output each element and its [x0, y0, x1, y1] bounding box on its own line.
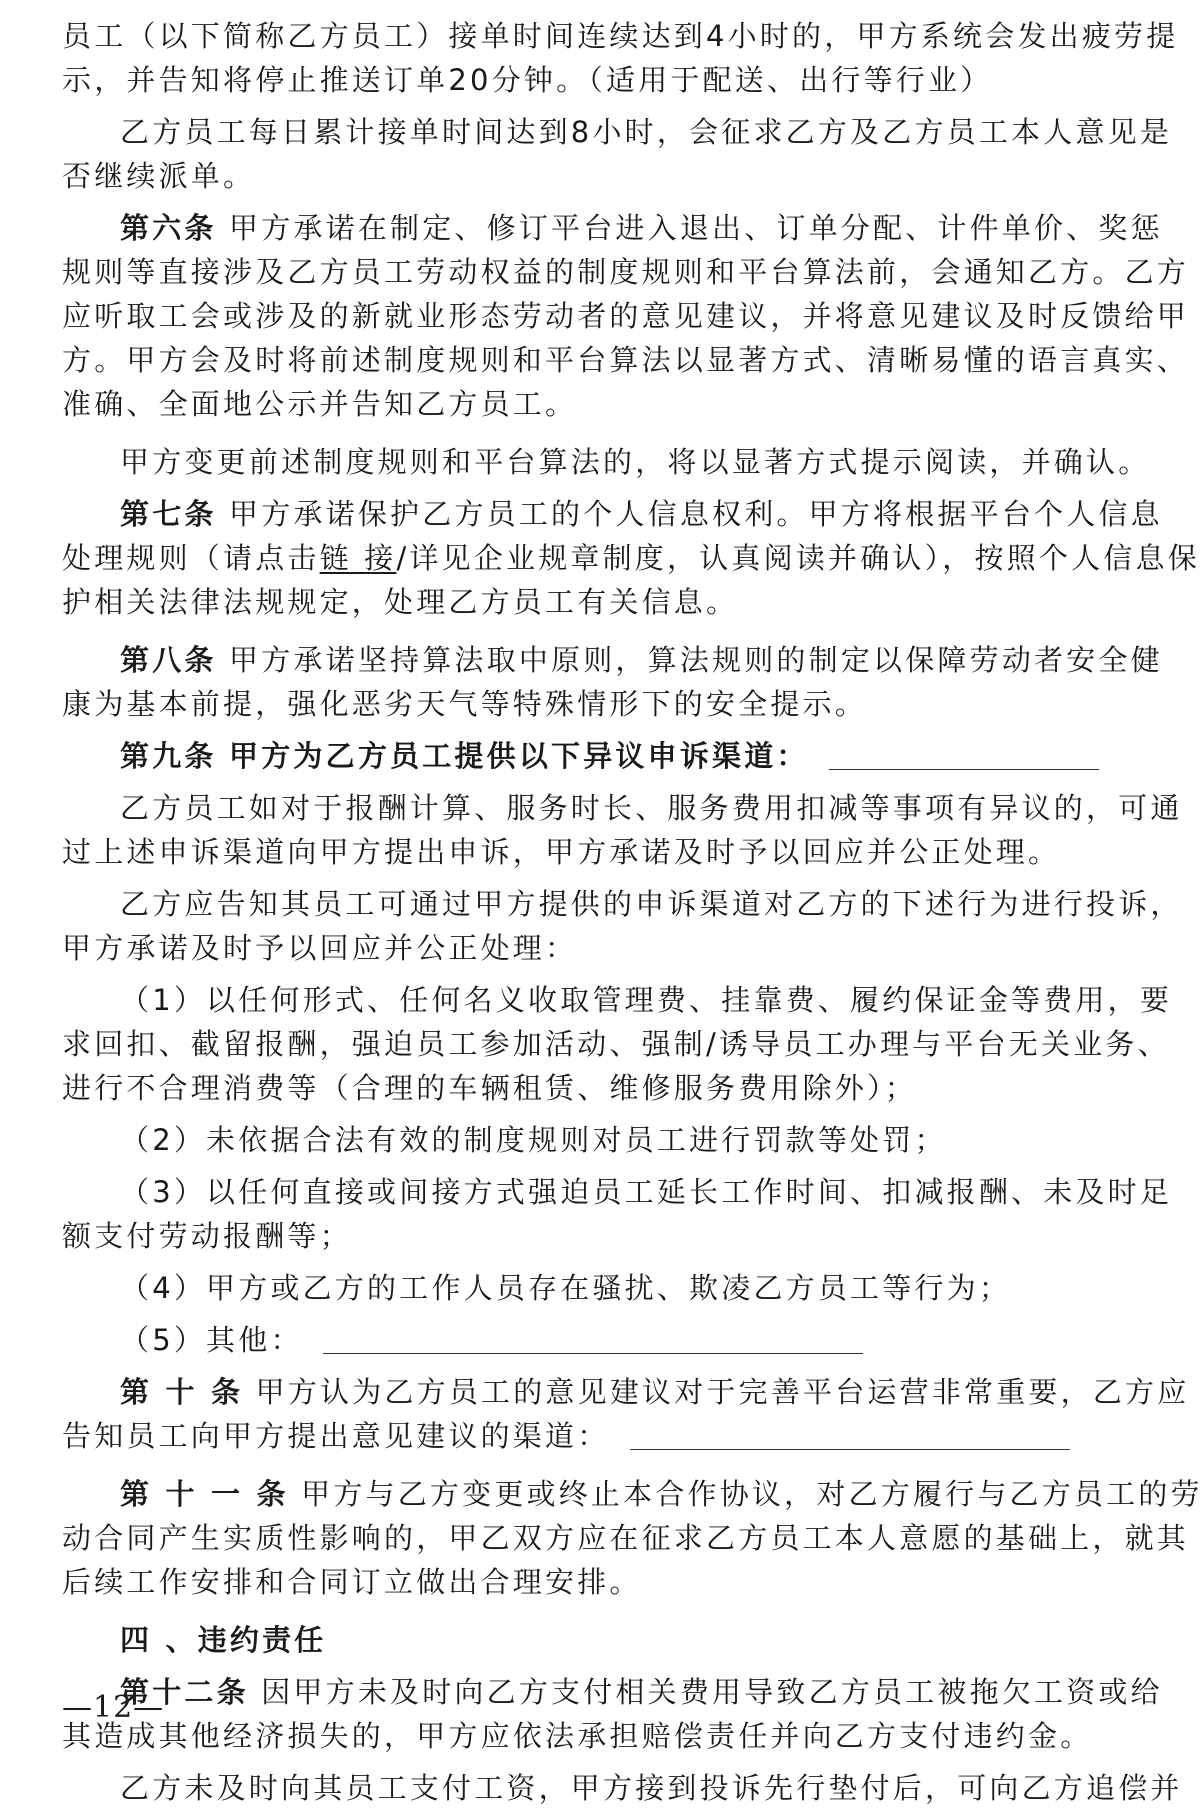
text-line: 甲方承诺及时予以回应并公正处理： — [62, 931, 578, 965]
text-line: 否继续派单。 — [62, 159, 256, 193]
list-item-label: （5）其他： — [120, 1323, 303, 1357]
article-10 — [62, 1370, 1190, 1414]
text-line: 乙方应告知其员工可通过甲方提供的申诉渠道对乙方的下述行为进行投诉， — [120, 887, 1183, 921]
article-text: 甲方承诺在制定、修订平台进入退出、订单分配、计件单价、奖惩 — [229, 211, 1163, 245]
text-line: 求回扣、截留报酬，强迫员工参加活动、强制/诱导员工办理与平台无关业务、 — [62, 1027, 1170, 1061]
text-fragment: 告知员工向甲方提出意见建议的渠道： — [62, 1419, 610, 1453]
list-item: （4）甲方或乙方的工作人员存在骚扰、欺凌乙方员工等行为； — [120, 1271, 1012, 1305]
suggestion-channel-blank[interactable] — [630, 1419, 1070, 1450]
article-11 — [62, 1472, 1203, 1516]
article-heading: 第七条 — [120, 497, 217, 531]
article-heading: 第 十 一 条 — [120, 1477, 289, 1511]
article-9 — [62, 734, 1028, 778]
other-blank[interactable] — [323, 1323, 863, 1354]
article-12 — [62, 1670, 1163, 1714]
text-line: 方。甲方会及时将前述制度规则和平台算法以显著方式、清晰易懂的语言真实、 — [62, 343, 1190, 377]
text-line: 准确、全面地公示并告知乙方员工。 — [62, 387, 578, 421]
article-heading: 第八条 — [120, 643, 217, 677]
text-fragment: /详见企业规章制度，认真阅读并确认），按照个人信息保 — [396, 541, 1200, 575]
list-item: （2）未依据合法有效的制度规则对员工进行罚款等处罚； — [120, 1123, 947, 1157]
text-line: 示，并告知将停止推送订单20分钟。（适用于配送、出行等行业） — [62, 63, 993, 97]
text-line: 乙方员工每日累计接单时间达到8小时，会征求乙方及乙方员工本人意见是 — [120, 115, 1173, 149]
list-item: （1）以任何形式、任何名义收取管理费、挂靠费、履约保证金等费用，要 — [120, 983, 1173, 1017]
text-line — [62, 536, 1200, 580]
text-line: 进行不合理消费等（合理的车辆租赁、维修服务费用除外）； — [62, 1071, 917, 1105]
page-number: —12— — [62, 1690, 165, 1725]
text-line: 过上述申诉渠道向甲方提出申诉，甲方承诺及时予以回应并公正处理。 — [62, 835, 1061, 869]
text-line — [62, 1414, 1028, 1458]
article-heading: 第 十 条 — [120, 1375, 244, 1409]
list-item-other — [62, 1318, 1028, 1362]
text-line: 护相关法律法规规定，处理乙方员工有关信息。 — [62, 585, 739, 619]
text-line: 其造成其他经济损失的，甲方应依法承担赔偿责任并向乙方支付违约金。 — [62, 1719, 1093, 1753]
article-text: 甲方认为乙方员工的意见建议对于完善平台运营非常重要，乙方应 — [255, 1375, 1190, 1409]
text-line: 额支付劳动报酬等； — [62, 1219, 352, 1253]
article-heading: 第九条 — [120, 739, 217, 773]
text-line: 乙方员工如对于报酬计算、服务时长、服务费用扣减等事项有异议的，可通 — [120, 791, 1183, 825]
article-text: 甲方承诺保护乙方员工的个人信息权利。甲方将根据平台个人信息 — [229, 497, 1163, 531]
article-text: 甲方与乙方变更或终止本合作协议，对乙方履行与乙方员工的劳 — [301, 1477, 1203, 1511]
document-page — [62, 14, 1203, 1810]
text-line: 后续工作安排和合同订立做出合理安排。 — [62, 1565, 642, 1599]
article-heading: 第六条 — [120, 211, 217, 245]
list-item: （3）以任何直接或间接方式强迫员工延长工作时间、扣减报酬、未及时足 — [120, 1175, 1173, 1209]
text-line: 动合同产生实质性影响的，甲乙双方应在征求乙方员工本人意愿的基础上，就其 — [62, 1521, 1190, 1555]
privacy-rules-link[interactable]: 链 接 — [319, 541, 397, 575]
text-line: 员工（以下简称乙方员工）接单时间连续达到4小时的，甲方系统会发出疲劳提 — [62, 19, 1179, 53]
text-fragment: 处理规则（请点击 — [62, 541, 320, 575]
article-text: 甲方承诺坚持算法取中原则，算法规则的制定以保障劳动者安全健 — [229, 643, 1163, 677]
text-line: 康为基本前提，强化恶劣天气等特殊情形下的安全提示。 — [62, 687, 868, 721]
article-7 — [62, 492, 1163, 536]
article-heading: 第十二条 — [120, 1675, 249, 1709]
article-text: 因甲方未及时向乙方支付相关费用导致乙方员工被拖欠工资或给 — [261, 1675, 1163, 1709]
text-line: 甲方变更前述制度规则和平台算法的，将以显著方式提示阅读，并确认。 — [120, 445, 1151, 479]
text-line: 规则等直接涉及乙方员工劳动权益的制度规则和平台算法前，会通知乙方。乙方 — [62, 255, 1190, 289]
article-8 — [62, 638, 1163, 682]
text-line: 乙方未及时向其员工支付工资，甲方接到投诉先行垫付后，可向乙方追偿并 — [120, 1771, 1183, 1805]
article-6 — [62, 206, 1163, 250]
article-text: 甲方为乙方员工提供以下异议申诉渠道： — [229, 739, 809, 773]
appeal-channel-blank[interactable] — [829, 739, 1099, 770]
section-heading: 四 、违约责任 — [120, 1623, 327, 1657]
text-line: 应听取工会或涉及的新就业形态劳动者的意见建议，并将意见建议及时反馈给甲 — [62, 299, 1190, 333]
